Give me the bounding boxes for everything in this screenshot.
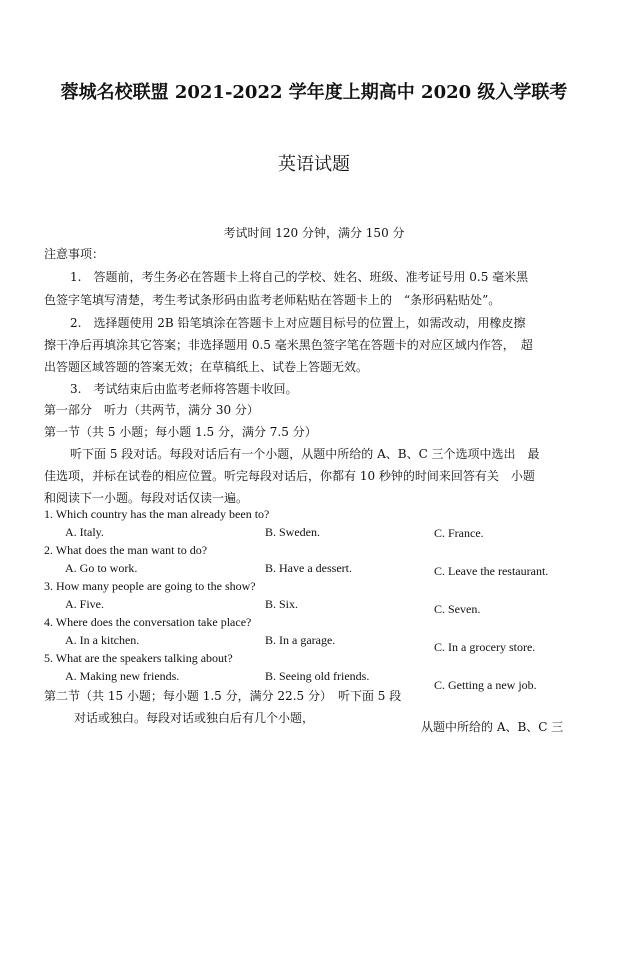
question-2-option-c: C. Leave the restaurant. — [434, 564, 549, 578]
note-item-1-line-2: 色签字笔填写清楚，考生考试条形码由监考老师粘贴在答题卡上的 “条形码粘贴处”。 — [44, 293, 501, 307]
section1-heading: 第一节（共 5 小题；每小题 1.5 分，满分 7.5 分） — [44, 425, 317, 439]
part1-heading: 第一部分 听力（共两节，满分 30 分） — [44, 403, 259, 417]
question-3-option-a: A. Five. — [65, 597, 104, 611]
section2-line-2-right: 从题中所给的 A、B、C 三 — [421, 720, 564, 734]
note-item-2-line-2: 擦干净后再填涂其它答案；非选择题用 0.5 毫米黑色签字笔在答题卡的对应区域内作答， 超 — [44, 338, 533, 352]
question-5-option-b: B. Seeing old friends. — [265, 669, 370, 683]
exam-subtitle: 英语试题 — [278, 154, 350, 175]
note-item-3: 3. 考试结束后由监考老师将答题卡收回。 — [70, 382, 298, 396]
question-1-option-c: C. France. — [434, 526, 484, 540]
exam-title: 蓉城名校联盟 2021-2022 学年度上期高中 2020 级入学联考 — [60, 82, 568, 103]
section2-line-2: 对话或独白。每段对话或独白后有几个小题， — [74, 711, 315, 725]
question-3-text: 3. How many people are going to the show? — [44, 579, 256, 593]
section2-line-1: 第二节（共 15 小题；每小题 1.5 分，满分 22.5 分） 听下面 5 段 — [44, 689, 402, 703]
question-5-option-a: A. Making new friends. — [65, 669, 180, 683]
question-1-option-b: B. Sweden. — [265, 525, 320, 539]
notes-heading: 注意事项： — [44, 247, 105, 261]
section1-instruction-line-1: 听下面 5 段对话。每段对话后有一个小题，从题中所给的 A、B、C 三个选项中选出 最 — [70, 447, 540, 461]
exam-info: 考试时间 120 分钟，满分 150 分 — [223, 226, 405, 240]
question-2-option-a: A. Go to work. — [65, 561, 138, 575]
question-4-option-b: B. In a garage. — [265, 633, 336, 647]
question-5-option-c: C. Getting a new job. — [434, 678, 537, 692]
question-1-option-a: A. Italy. — [65, 525, 104, 539]
question-2-option-b: B. Have a dessert. — [265, 561, 352, 575]
question-5-text: 5. What are the speakers talking about? — [44, 651, 233, 665]
question-3-option-c: C. Seven. — [434, 602, 481, 616]
note-item-1-line-1: 1. 答题前，考生务必在答题卡上将自己的学校、姓名、班级、准考证号用 0.5 毫米黑 — [70, 270, 529, 284]
question-3-option-b: B. Six. — [265, 597, 299, 611]
question-4-text: 4. Where does the conversation take place? — [44, 615, 252, 629]
section1-instruction-line-3: 和阅读下一小题。每段对话仅读一遍。 — [44, 491, 249, 505]
note-item-2-line-3: 出答题区域答题的答案无效；在草稿纸上、试卷上答题无效。 — [44, 360, 369, 374]
section1-instruction-line-2: 佳选项，并标在试卷的相应位置。听完每段对话后，你都有 10 秒钟的时间来回答有关 小题 — [44, 469, 535, 483]
question-2-text: 2. What does the man want to do? — [44, 543, 208, 557]
question-4-option-c: C. In a grocery store. — [434, 640, 536, 654]
question-1-text: 1. Which country has the man already been to? — [44, 507, 270, 521]
question-4-option-a: A. In a kitchen. — [65, 633, 140, 647]
note-item-2-line-1: 2. 选择题使用 2B 铅笔填涂在答题卡上对应题目标号的位置上，如需改动，用橡皮擦 — [70, 316, 526, 330]
